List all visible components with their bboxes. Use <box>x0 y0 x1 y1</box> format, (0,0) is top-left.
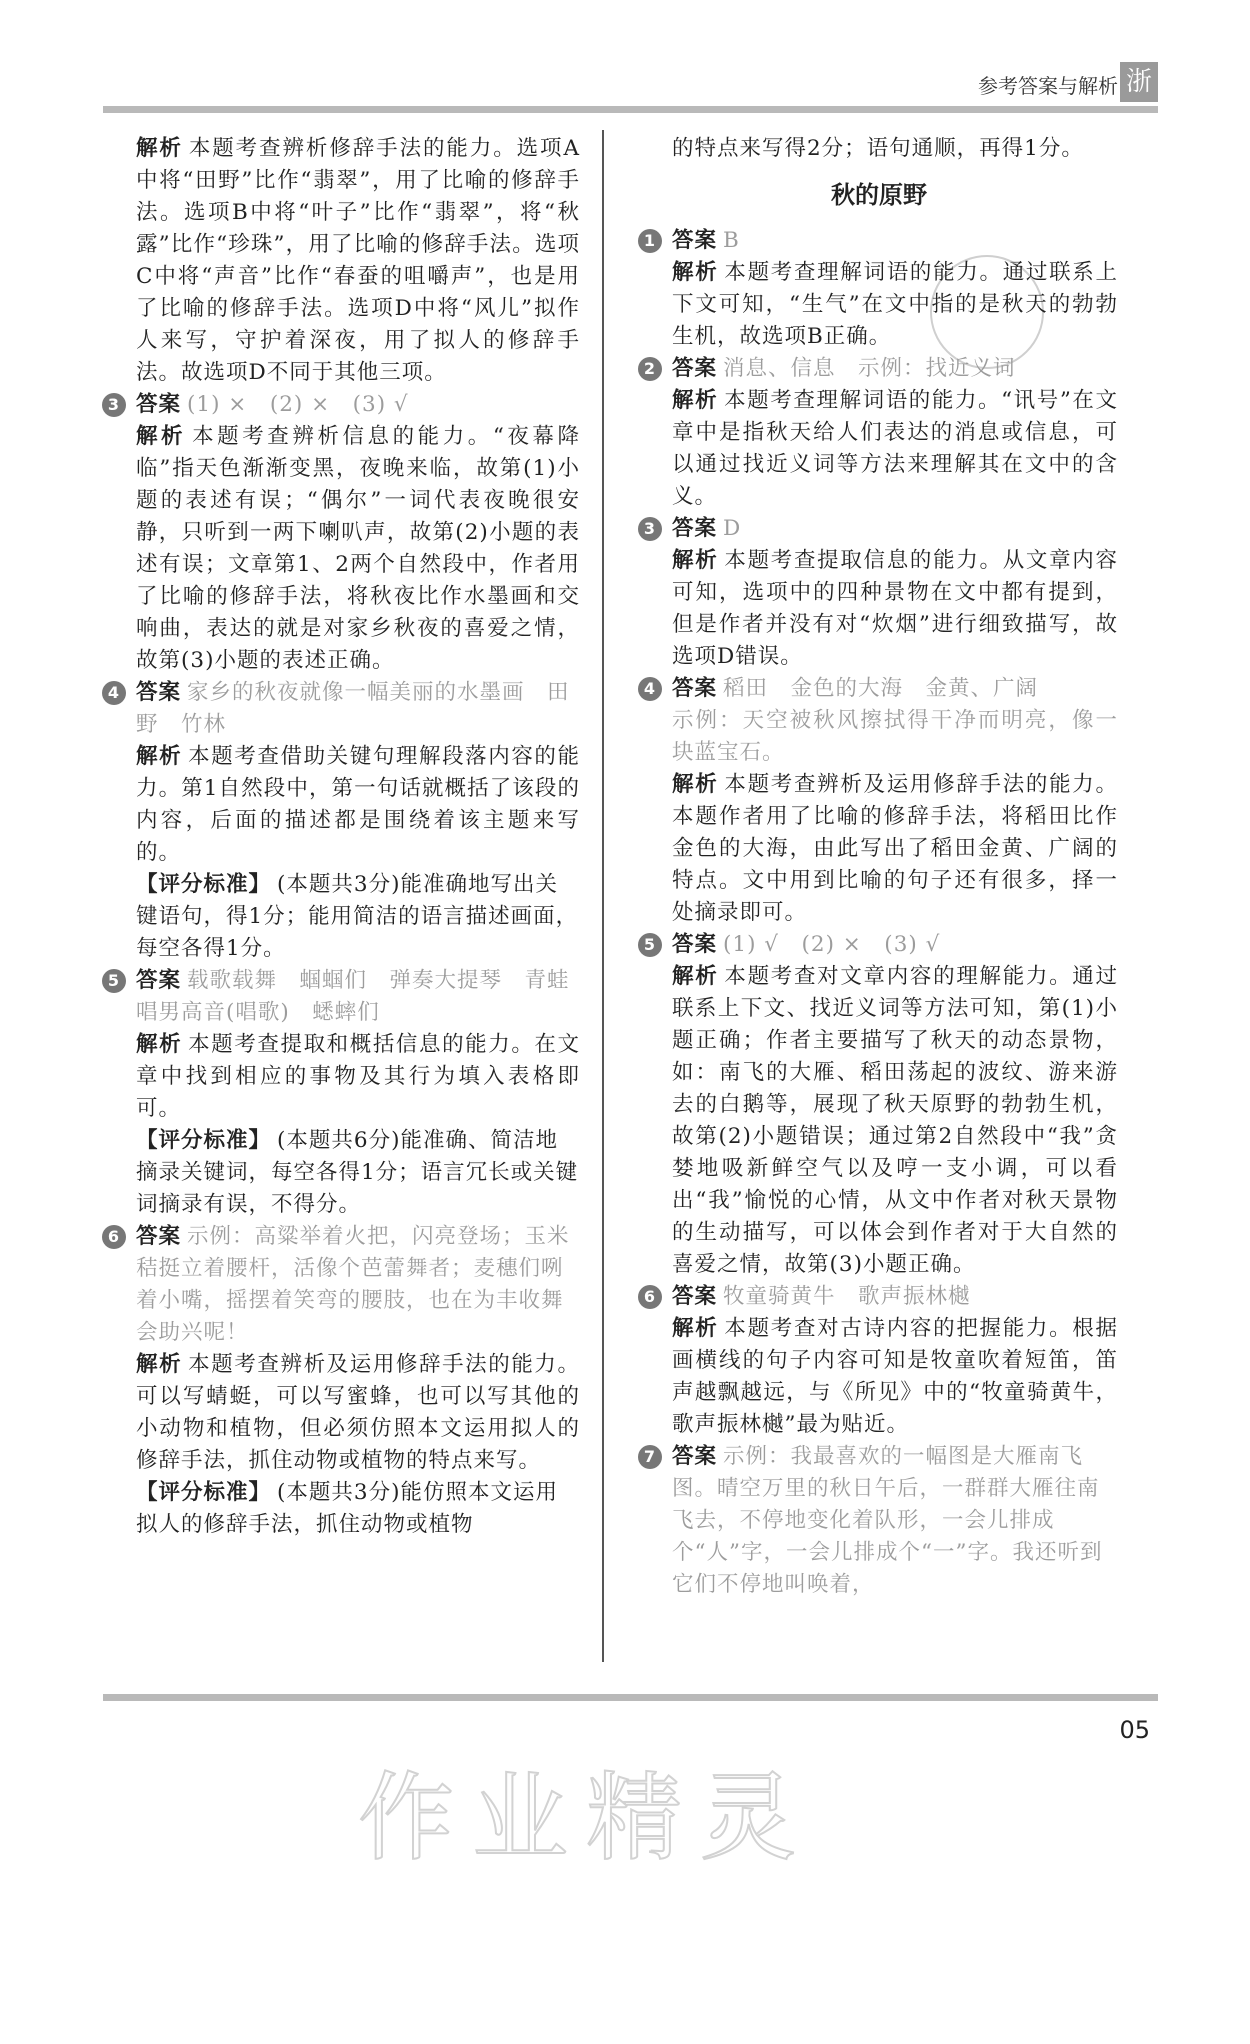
analysis-text: 本题考查辨析及运用修辞手法的能力。可以写蜻蜓，可以写蜜蜂，也可以写其他的小动物和植物，但必须仿照本文运用拟人的修辞手法，抓住动物或植物的特点来写。 <box>136 1352 580 1473</box>
standard-label: 【评分标准】 <box>136 872 272 897</box>
answer-item-4 <box>640 673 1118 705</box>
page-number: 05 <box>1119 1716 1150 1744</box>
analysis-paragraph <box>104 741 580 869</box>
answer-item-3 <box>640 513 1118 545</box>
standard-text: (本题共3分)能仿照本文运用拟人的修辞手法，抓住动物或植物 <box>136 1480 558 1537</box>
answer-label: 答案 <box>136 680 182 705</box>
answer-label: 答案 <box>672 516 718 541</box>
analysis-paragraph <box>104 421 580 677</box>
analysis-text: 本题考查辨析信息的能力。“夜幕降临”指天色渐渐变黑，夜晚来临，故第(1)小题的表述有误；“偶尔”一词代表夜晚很安静，只听到一两下喇叭声，故第(2)小题的表述有误；文章第1、2两个自然段中，作者用了比喻的修辞手法，将秋夜比作水墨画和交响曲，表达的就是对家乡秋夜的喜爱之情，故第(3)小题的表述正确。 <box>136 424 580 673</box>
question-number-badge: 3 <box>638 517 662 541</box>
analysis-paragraph <box>104 133 580 389</box>
answer-value: 牧童骑黄牛 歌声振林樾 <box>723 1284 971 1309</box>
analysis-text: 本题考查辨析及运用修辞手法的能力。本题作者用了比喻的修辞手法，将稻田比作金色的大海，由此写出了稻田金黄、广阔的特点。文中用到比喻的句子还有很多，择一处摘录即可。 <box>672 772 1118 925</box>
left-column <box>104 133 593 1541</box>
answer-example: 示例：天空被秋风擦拭得干净而明亮，像一块蓝宝石。 <box>672 708 1118 765</box>
answer-item-6 <box>104 1221 580 1349</box>
analysis-label: 解析 <box>136 1352 183 1377</box>
analysis-text: 本题考查辨析修辞手法的能力。选项A中将“田野”比作“翡翠”，用了比喻的修辞手法。选项B中将“叶子”比作“翡翠”，将“秋露”比作“珍珠”，用了比喻的修辞手法。选项C中将“声音”比作“春蚕的咀嚼声”，也是用了比喻的修辞手法。选项D中将“风儿”拟作人来写，守护着深夜，用了拟人的修辞手法。故选项D不同于其他三项。 <box>136 136 580 385</box>
province-badge: 浙 <box>1120 62 1158 102</box>
analysis-paragraph <box>640 1313 1118 1441</box>
analysis-paragraph <box>640 257 1118 353</box>
answer-item-5 <box>640 929 1118 961</box>
bottom-rule <box>103 1694 1158 1701</box>
top-rule <box>103 106 1158 113</box>
analysis-text: 本题考查提取和概括信息的能力。在文章中找到相应的事物及其行为填入表格即可。 <box>136 1032 580 1121</box>
right-column <box>640 133 1118 1601</box>
question-number-badge: 5 <box>638 933 662 957</box>
header-title: 参考答案与解析 <box>978 74 1118 98</box>
analysis-paragraph <box>640 961 1118 1281</box>
analysis-label: 解析 <box>672 1316 719 1341</box>
standard-text: (本题共3分)能准确地写出关键语句，得1分；能用简洁的语言描述画面，每空各得1分。 <box>136 872 579 961</box>
column-divider <box>602 130 604 1662</box>
analysis-paragraph <box>104 1029 580 1125</box>
analysis-paragraph <box>104 1349 580 1477</box>
answer-item-4 <box>104 677 580 741</box>
answer-value: 示例：高粱举着火把，闪亮登场；玉米秸挺立着腰杆，活像个芭蕾舞者；麦穗们咧着小嘴，摇摆着笑弯的腰肢，也在为丰收舞会助兴呢！ <box>136 1224 570 1345</box>
analysis-label: 解析 <box>672 388 719 413</box>
answer-value: (1) × (2) × (3) √ <box>187 392 409 417</box>
analysis-text: 本题考查对古诗内容的把握能力。根据画横线的句子内容可知是牧童吹着短笛，笛声越飘越远，与《所见》中的“牧童骑黄牛，歌声振林樾”最为贴近。 <box>672 1316 1118 1437</box>
analysis-text: 本题考查提取信息的能力。从文章内容可知，选项中的四种景物在文中都有提到，但是作者并没有对“炊烟”进行细致描写，故选项D错误。 <box>672 548 1118 669</box>
answer-label: 答案 <box>136 1224 182 1249</box>
scoring-standard <box>104 869 580 965</box>
answer-value: 稻田 金色的大海 金黄、广阔 <box>723 676 1039 701</box>
analysis-label: 解析 <box>672 260 719 285</box>
analysis-label: 解析 <box>136 1032 183 1057</box>
answer-item-2 <box>640 353 1118 385</box>
answer-label: 答案 <box>136 392 182 417</box>
answer-value: (1) √ (2) × (3) √ <box>723 932 941 957</box>
answer-item-5 <box>104 965 593 1029</box>
watermark: 作业精灵 <box>358 1762 814 1874</box>
continuation-text: 的特点来写得2分；语句通顺，再得1分。 <box>672 136 1084 161</box>
question-number-badge: 6 <box>102 1225 126 1249</box>
answer-value: D <box>723 516 742 541</box>
standard-label: 【评分标准】 <box>136 1480 272 1505</box>
answer-item-3 <box>104 389 580 421</box>
answer-label: 答案 <box>672 1284 718 1309</box>
standard-text: (本题共6分)能准确、简洁地摘录关键词，每空各得1分；语言冗长或关键词摘录有误，不得分。 <box>136 1128 579 1217</box>
question-number-badge: 1 <box>638 229 662 253</box>
scoring-standard <box>104 1477 580 1541</box>
analysis-text: 本题考查借助关键句理解段落内容的能力。第1自然段中，第一句话就概括了该段的内容，后面的描述都是围绕着该主题来写的。 <box>136 744 580 865</box>
question-number-badge: 2 <box>638 357 662 381</box>
analysis-text: 本题考查理解词语的能力。“讯号”在文章中是指秋天给人们表达的消息或信息，可以通过找近义词等方法来理解其在文中的含义。 <box>672 388 1118 509</box>
analysis-label: 解析 <box>136 136 183 161</box>
answer-label: 答案 <box>136 968 182 993</box>
question-number-badge: 4 <box>638 677 662 701</box>
analysis-label: 解析 <box>672 548 719 573</box>
answer-label: 答案 <box>672 1444 718 1469</box>
answer-value: 载歌载舞 蝈蝈们 弹奏大提琴 青蛙 唱男高音(唱歌) 蟋蟀们 <box>136 968 593 1025</box>
answer-item-1 <box>640 225 1118 257</box>
analysis-label: 解析 <box>672 772 719 797</box>
answer-item-7 <box>640 1441 1118 1601</box>
section-title: 秋的原野 <box>831 181 927 209</box>
answer-label: 答案 <box>672 676 718 701</box>
analysis-label: 解析 <box>136 744 183 769</box>
question-number-badge: 6 <box>638 1285 662 1309</box>
answer-label: 答案 <box>672 932 718 957</box>
analysis-text: 本题考查对文章内容的理解能力。通过联系上下文、找近义词等方法可知，第(1)小题正确；作者主要描写了秋天的动态景物，如：南飞的大雁、稻田荡起的波纹、游来游去的白鹅等，展现了秋天原野的勃勃生机，故第(2)小题错误；通过第2自然段中“我”贪婪地吸新鲜空气以及哼一支小调，可以看出“我”愉悦的心情，从文中作者对秋天景物的生动描写，可以体会到作者对于大自然的喜爱之情，故第(3)小题正确。 <box>672 964 1118 1277</box>
analysis-paragraph <box>640 769 1118 929</box>
analysis-label: 解析 <box>136 424 187 449</box>
answer-value: B <box>723 228 740 253</box>
answer-label: 答案 <box>672 356 718 381</box>
answer-item-6 <box>640 1281 1118 1313</box>
scoring-standard <box>104 1125 580 1221</box>
question-number-badge: 3 <box>102 393 126 417</box>
answer-value: 示例：我最喜欢的一幅图是大雁南飞图。晴空万里的秋日午后，一群群大雁往南飞去，不停地变化着队形，一会儿排成个“人”字，一会儿排成个“一”字。我还听到它们不停地叫唤着， <box>672 1444 1103 1597</box>
question-number-badge: 4 <box>102 681 126 705</box>
answer-label: 答案 <box>672 228 718 253</box>
analysis-text: 本题考查理解词语的能力。通过联系上下文可知，“生气”在文中指的是秋天的勃勃生机，故选项B正确。 <box>672 260 1118 349</box>
standard-label: 【评分标准】 <box>136 1128 272 1153</box>
question-number-badge: 7 <box>638 1445 662 1469</box>
answer-value: 消息、信息 示例：找近义词 <box>723 356 1016 381</box>
analysis-label: 解析 <box>672 964 719 989</box>
answer-value: 家乡的秋夜就像一幅美丽的水墨画 田野 竹林 <box>136 680 570 737</box>
analysis-paragraph <box>640 385 1118 513</box>
question-number-badge: 5 <box>102 969 126 993</box>
analysis-paragraph <box>640 545 1118 673</box>
